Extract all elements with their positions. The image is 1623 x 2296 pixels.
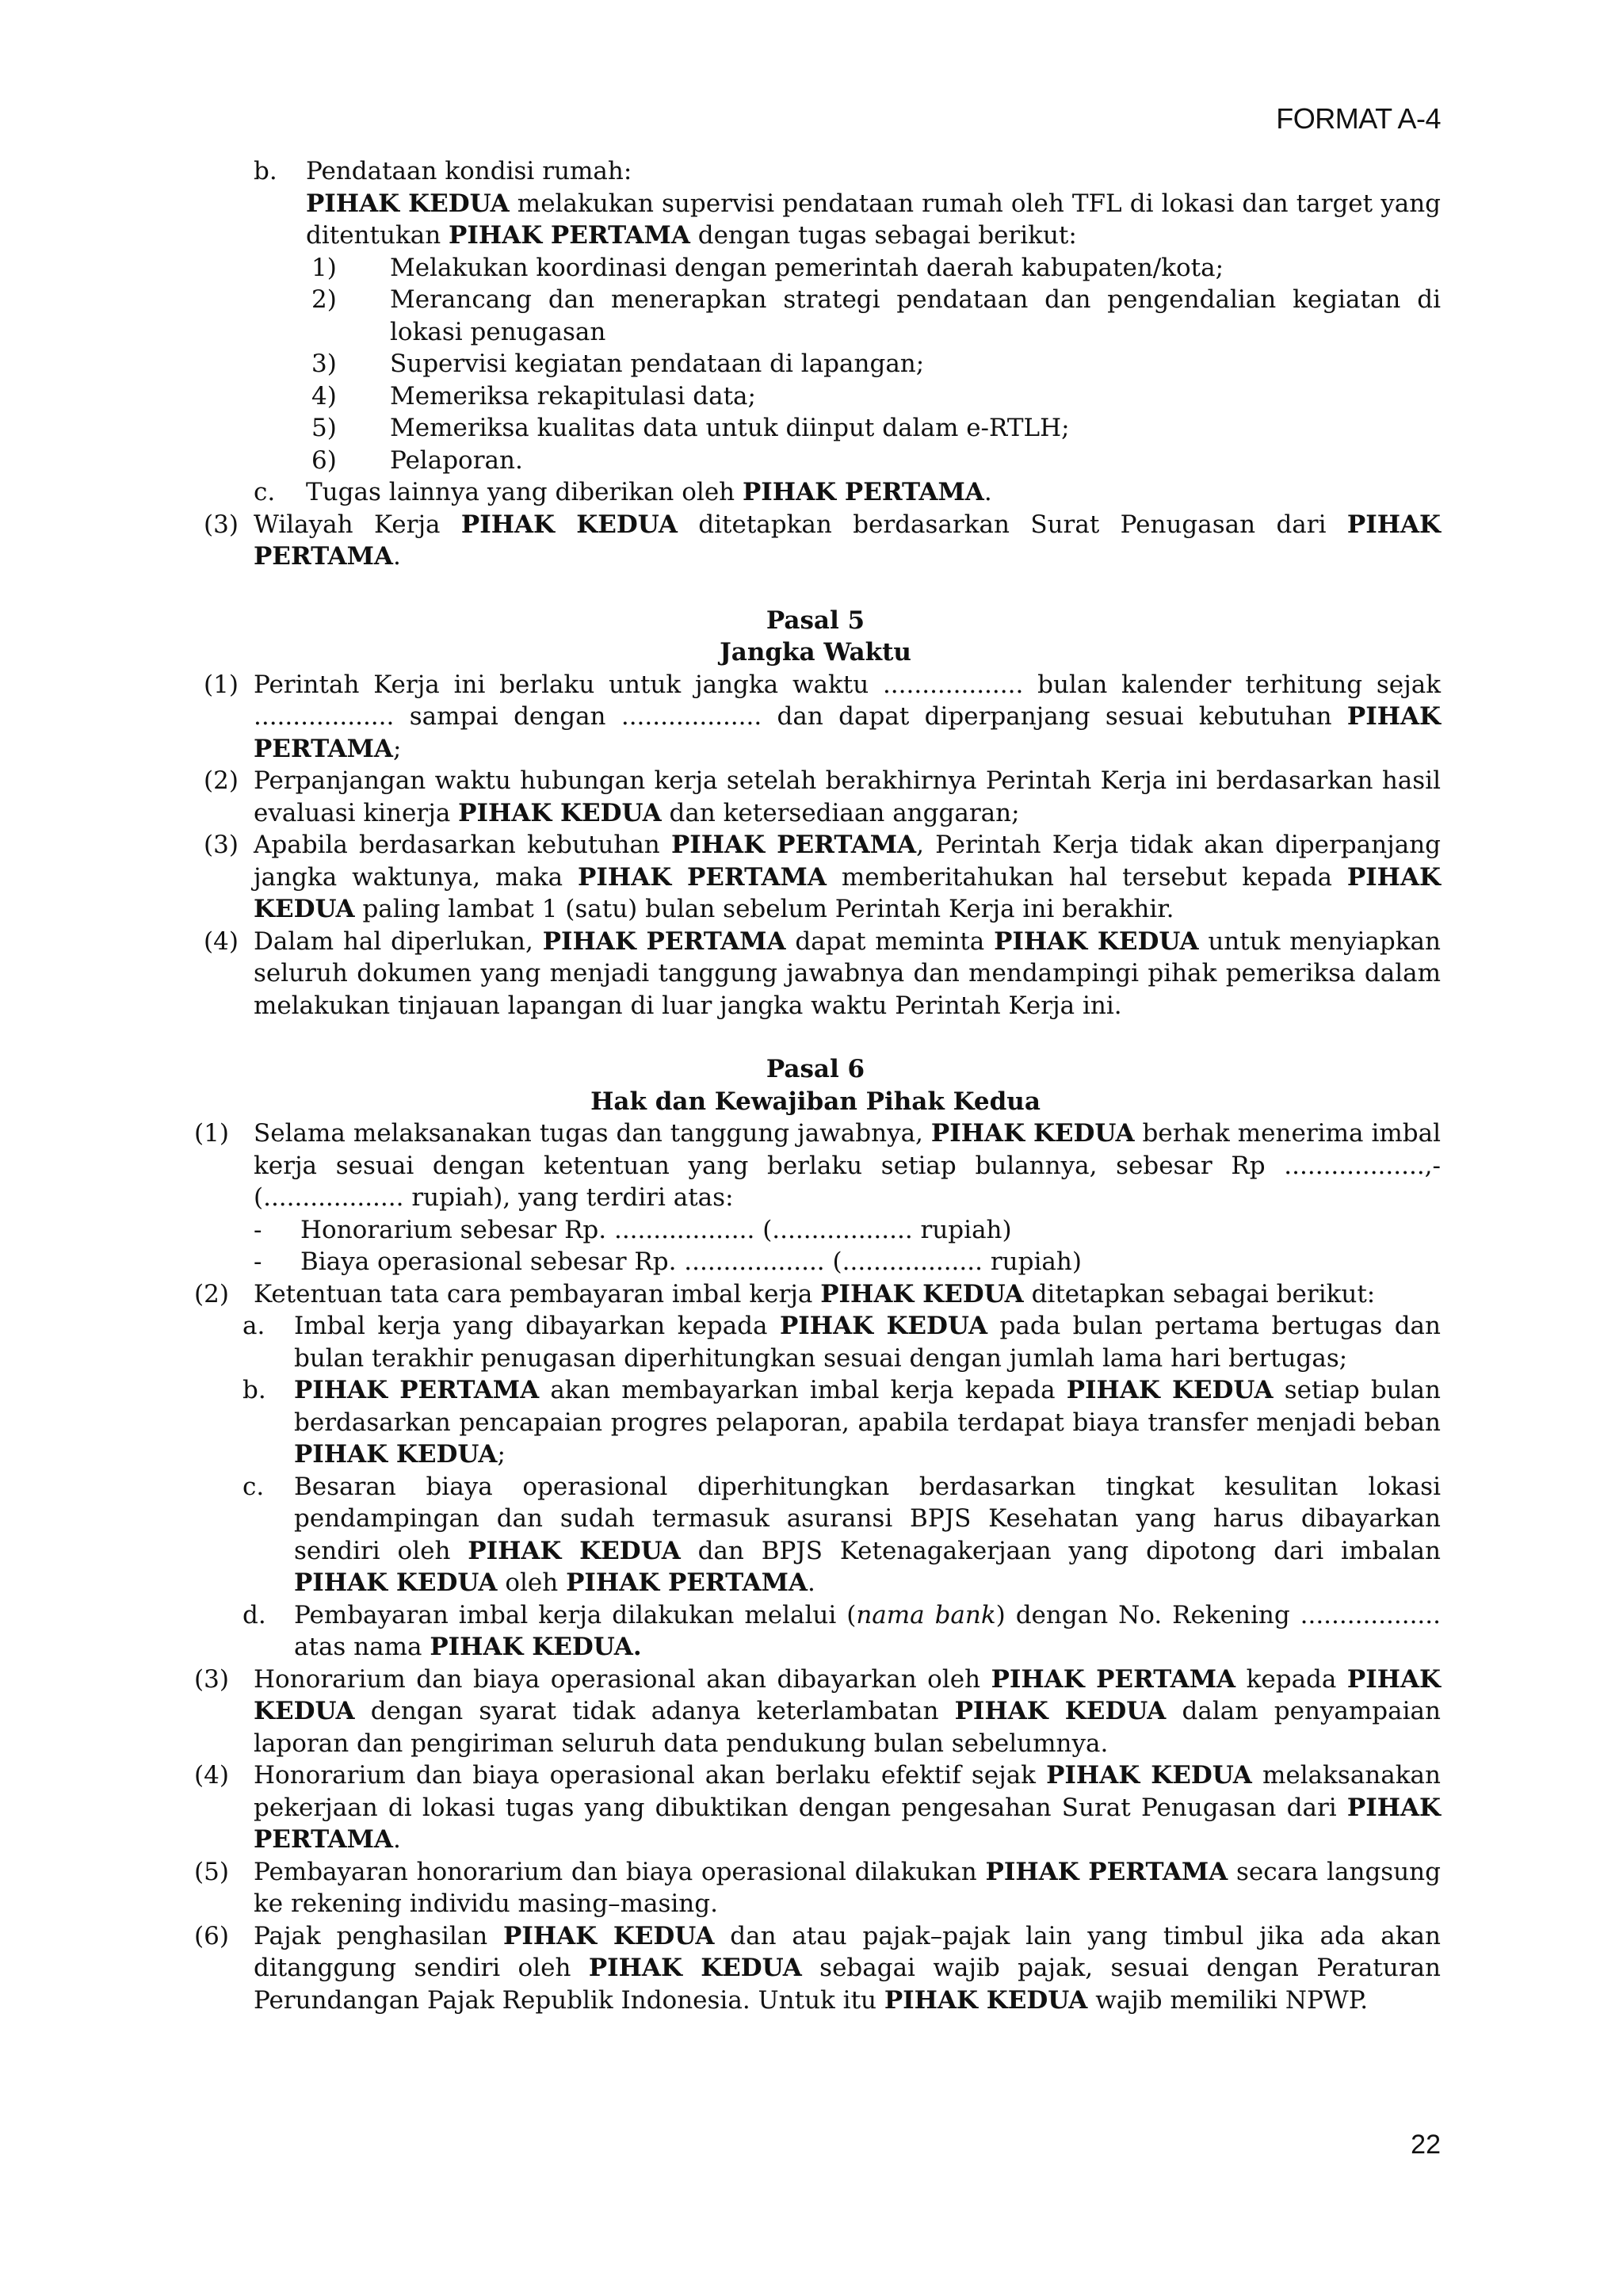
bold-text: PIHAK PERTAMA: [254, 702, 1441, 763]
numbered-item-3: [190, 829, 1441, 926]
list-item-4: [190, 380, 1441, 413]
numbered-item-3: [190, 1664, 1441, 1760]
bold-text: PIHAK PERTAMA: [985, 1857, 1228, 1886]
list-item-text: Memeriksa kualitas data untuk diinput dalam e-RTLH;: [390, 414, 1070, 442]
list-item-text: Melakukan koordinasi dengan pemerintah daerah kabupaten/kota;: [390, 253, 1224, 282]
bold-text: PIHAK KEDUA: [884, 1985, 1088, 2015]
bold-text: PIHAK KEDUA: [588, 1954, 802, 1982]
bold-text: PIHAK PERTAMA: [991, 1664, 1236, 1694]
list-marker: c.: [242, 1472, 265, 1501]
list-marker: b.: [242, 1376, 266, 1404]
sub-item-text: Besaran biaya operasional diperhitungkan berdasarkan tingkat kesulitan lokasi pendampingan dan sudah termasuk asuransi BPJS Kesehatan yang harus dibayarkan sendiri oleh PIHAK KEDUA dan BPJS Ketenagakerjaan yang dipotong dari imbalan PIHAK KEDUA oleh PIHAK PERTAMA.: [294, 1472, 1442, 1597]
bold-text: PIHAK KEDUA: [779, 1312, 988, 1340]
list-marker: b.: [254, 157, 277, 185]
list-marker: (1): [194, 1119, 229, 1148]
list-marker: (6): [194, 1921, 229, 1950]
bold-text: PIHAK KEDUA: [306, 189, 510, 218]
italic-text: nama bank: [856, 1600, 996, 1629]
list-marker: (4): [204, 926, 239, 956]
list-marker: (3): [194, 1664, 229, 1694]
paragraph-intro: PIHAK KEDUA melakukan supervisi pendataan rumah oleh TFL di lokasi dan target yang ditentukan PIHAK PERTAMA dengan tugas sebagai berikut:: [306, 189, 1442, 250]
bold-text: PIHAK KEDUA: [820, 1279, 1024, 1308]
sub-item-a: [190, 1310, 1441, 1374]
bold-text: PIHAK PERTAMA: [254, 1793, 1441, 1854]
sub-item-text: Imbal kerja yang dibayarkan kepada PIHAK KEDUA pada bulan pertama bertugas dan bulan terakhir penugasan diperhitungkan sesuai dengan jumlah lama hari bertugas;: [294, 1312, 1441, 1373]
sub-item-b: [190, 1374, 1441, 1471]
list-marker: (2): [194, 1279, 229, 1308]
article-number: Pasal 5: [766, 606, 865, 635]
list-marker: 3): [311, 350, 337, 378]
list-item-1: [190, 252, 1441, 285]
bold-text: PIHAK PERTAMA: [542, 926, 786, 956]
list-marker: d.: [242, 1600, 266, 1629]
list-marker: (5): [194, 1857, 229, 1886]
list-marker: 2): [311, 285, 337, 314]
list-marker: a.: [242, 1312, 265, 1340]
list-item-2: [190, 284, 1441, 348]
bold-text: PIHAK PERTAMA: [254, 510, 1441, 571]
sub-item-c: [190, 1471, 1441, 1599]
list-marker: c.: [254, 478, 276, 506]
list-item-5: [190, 412, 1441, 445]
numbered-item-text: Selama melaksanakan tugas dan tanggung jawabnya, PIHAK KEDUA berhak menerima imbal kerja sesuai dengan ketentuan yang berlaku setiap bulannya, sebesar Rp ..................,- (.................. rupiah), yang terdiri atas:: [254, 1119, 1441, 1212]
bold-text: PIHAK KEDUA: [254, 862, 1441, 923]
list-marker: (2): [204, 766, 239, 795]
article-title: Jangka Waktu: [720, 638, 911, 667]
numbered-item-3: [190, 509, 1441, 573]
numbered-item-text: Perpanjangan waktu hubungan kerja setelah berakhirnya Perintah Kerja ini berdasarkan hasil evaluasi kinerja PIHAK KEDUA dan ketersediaan anggaran;: [254, 766, 1441, 827]
list-item-c: [190, 476, 1441, 509]
bold-text: PIHAK KEDUA: [294, 1568, 498, 1597]
bold-text: PIHAK PERTAMA: [449, 221, 690, 250]
list-marker: (1): [204, 670, 239, 699]
format-label: FORMAT A-4: [1276, 102, 1441, 135]
bold-text: PIHAK PERTAMA: [566, 1568, 808, 1597]
article-number: Pasal 6: [766, 1055, 865, 1083]
bold-text: PIHAK PERTAMA: [670, 831, 917, 859]
sub-item-d: [190, 1599, 1441, 1664]
numbered-item-text: Ketentuan tata cara pembayaran imbal kerja PIHAK KEDUA ditetapkan sebagai berikut:: [254, 1279, 1376, 1308]
page-number: 22: [1411, 2130, 1441, 2160]
list-item-b: [190, 155, 1441, 188]
bold-text: PIHAK PERTAMA: [743, 478, 984, 506]
numbered-item-text: Honorarium dan biaya operasional akan berlaku efektif sejak PIHAK KEDUA melaksanakan pekerjaan di lokasi tugas yang dibuktikan dengan pengesahan Surat Penugasan dari PIHAK PERTAMA.: [254, 1761, 1441, 1854]
dash-marker: -: [254, 1247, 262, 1276]
list-marker: 6): [311, 445, 337, 475]
list-marker: (3): [204, 831, 239, 859]
numbered-item-2: [190, 765, 1441, 829]
list-item-text: Tugas lainnya yang diberikan oleh PIHAK PERTAMA.: [306, 478, 992, 506]
bold-text: PIHAK KEDUA: [294, 1440, 498, 1469]
bold-text: PIHAK KEDUA: [1066, 1376, 1274, 1404]
bold-text: PIHAK PERTAMA: [578, 862, 827, 892]
list-marker: 4): [311, 381, 337, 411]
list-item-text: Pelaporan.: [390, 445, 523, 475]
list-item-text: Supervisi kegiatan pendataan di lapangan;: [390, 350, 925, 378]
bold-text: PIHAK KEDUA: [954, 1697, 1167, 1725]
list-marker: (3): [204, 510, 239, 539]
bold-text: PIHAK KEDUA.: [430, 1633, 642, 1661]
list-marker: (4): [194, 1761, 229, 1790]
bold-text: PIHAK PERTAMA: [294, 1376, 540, 1404]
list-marker: 5): [311, 414, 337, 442]
document-body: [190, 155, 1441, 2016]
numbered-item-text: Wilayah Kerja PIHAK KEDUA ditetapkan berdasarkan Surat Penugasan dari PIHAK PERTAMA.: [254, 510, 1441, 571]
numbered-item-text: Perintah Kerja ini berlaku untuk jangka waktu .................. bulan kalender terhitung sejak .................. sampai dengan .................. dan dapat diperpanjang sesuai kebutuhan PIHAK PERTAMA;: [254, 670, 1441, 763]
bold-text: PIHAK KEDUA: [460, 510, 678, 539]
list-marker: 1): [311, 253, 337, 282]
sub-item-text: PIHAK PERTAMA akan membayarkan imbal kerja kepada PIHAK KEDUA setiap bulan berdasarkan pencapaian progres pelaporan, apabila terdapat biaya transfer menjadi beban PIHAK KEDUA;: [294, 1376, 1441, 1469]
list-item-title: Pendataan kondisi rumah:: [306, 157, 632, 185]
numbered-item-6: [190, 1920, 1441, 2017]
bold-text: PIHAK KEDUA: [468, 1536, 681, 1565]
numbered-item-1: [190, 1117, 1441, 1214]
bold-text: PIHAK KEDUA: [930, 1119, 1135, 1148]
bold-text: PIHAK KEDUA: [503, 1921, 715, 1950]
numbered-item-4: [190, 1759, 1441, 1856]
bold-text: PIHAK KEDUA: [1046, 1761, 1252, 1790]
numbered-item-text: Dalam hal diperlukan, PIHAK PERTAMA dapat meminta PIHAK KEDUA untuk menyiapkan seluruh dokumen yang menjadi tanggung jawabnya dan mendampingi pihak pemeriksa dalam melakukan tinjauan lapangan di luar jangka waktu Perintah Kerja ini.: [254, 926, 1441, 1020]
list-item-6: [190, 445, 1441, 477]
numbered-item-text: Pembayaran honorarium dan biaya operasional dilakukan PIHAK PERTAMA secara langsung ke rekening individu masing–masing.: [254, 1857, 1441, 1918]
dash-marker: -: [254, 1215, 262, 1244]
bold-text: PIHAK KEDUA: [458, 798, 662, 827]
numbered-item-text: Honorarium dan biaya operasional akan dibayarkan oleh PIHAK PERTAMA kepada PIHAK KEDUA dengan syarat tidak adanya keterlambatan PIHAK KEDUA dalam penyampaian laporan dan pengiriman seluruh data pendukung bulan sebelumnya.: [254, 1664, 1441, 1758]
bold-text: PIHAK KEDUA: [994, 926, 1199, 956]
article-title: Hak dan Kewajiban Pihak Kedua: [590, 1087, 1041, 1116]
list-item-3: [190, 348, 1441, 380]
numbered-item-text: Pajak penghasilan PIHAK KEDUA dan atau pajak–pajak lain yang timbul jika ada akan ditanggung sendiri oleh PIHAK KEDUA sebagai wajib pajak, sesuai dengan Peraturan Perundangan Pajak Republik Indonesia. Untuk itu PIHAK KEDUA wajib memiliki NPWP.: [254, 1921, 1441, 2015]
dash-item-text: Biaya operasional sebesar Rp. .................. (.................. rupiah): [300, 1247, 1082, 1276]
dash-item: [190, 1246, 1441, 1278]
dash-item: [190, 1214, 1441, 1247]
numbered-item-4: [190, 926, 1441, 1022]
numbered-item-1: [190, 669, 1441, 766]
dash-item-text: Honorarium sebesar Rp. .................. (.................. rupiah): [300, 1215, 1012, 1244]
list-item-text: Merancang dan menerapkan strategi pendataan dan pengendalian kegiatan di lokasi penugasan: [390, 285, 1441, 346]
sub-item-text: Pembayaran imbal kerja dilakukan melalui (nama bank) dengan No. Rekening .................. atas nama PIHAK KEDUA.: [294, 1600, 1441, 1661]
bold-text: PIHAK KEDUA: [254, 1664, 1441, 1725]
list-item-text: Memeriksa rekapitulasi data;: [390, 381, 756, 411]
numbered-item-2: [190, 1278, 1441, 1311]
numbered-item-text: Apabila berdasarkan kebutuhan PIHAK PERTAMA, Perintah Kerja tidak akan diperpanjang jangka waktunya, maka PIHAK PERTAMA memberitahukan hal tersebut kepada PIHAK KEDUA paling lambat 1 (satu) bulan sebelum Perintah Kerja ini berakhir.: [254, 831, 1442, 923]
numbered-item-5: [190, 1856, 1441, 1920]
